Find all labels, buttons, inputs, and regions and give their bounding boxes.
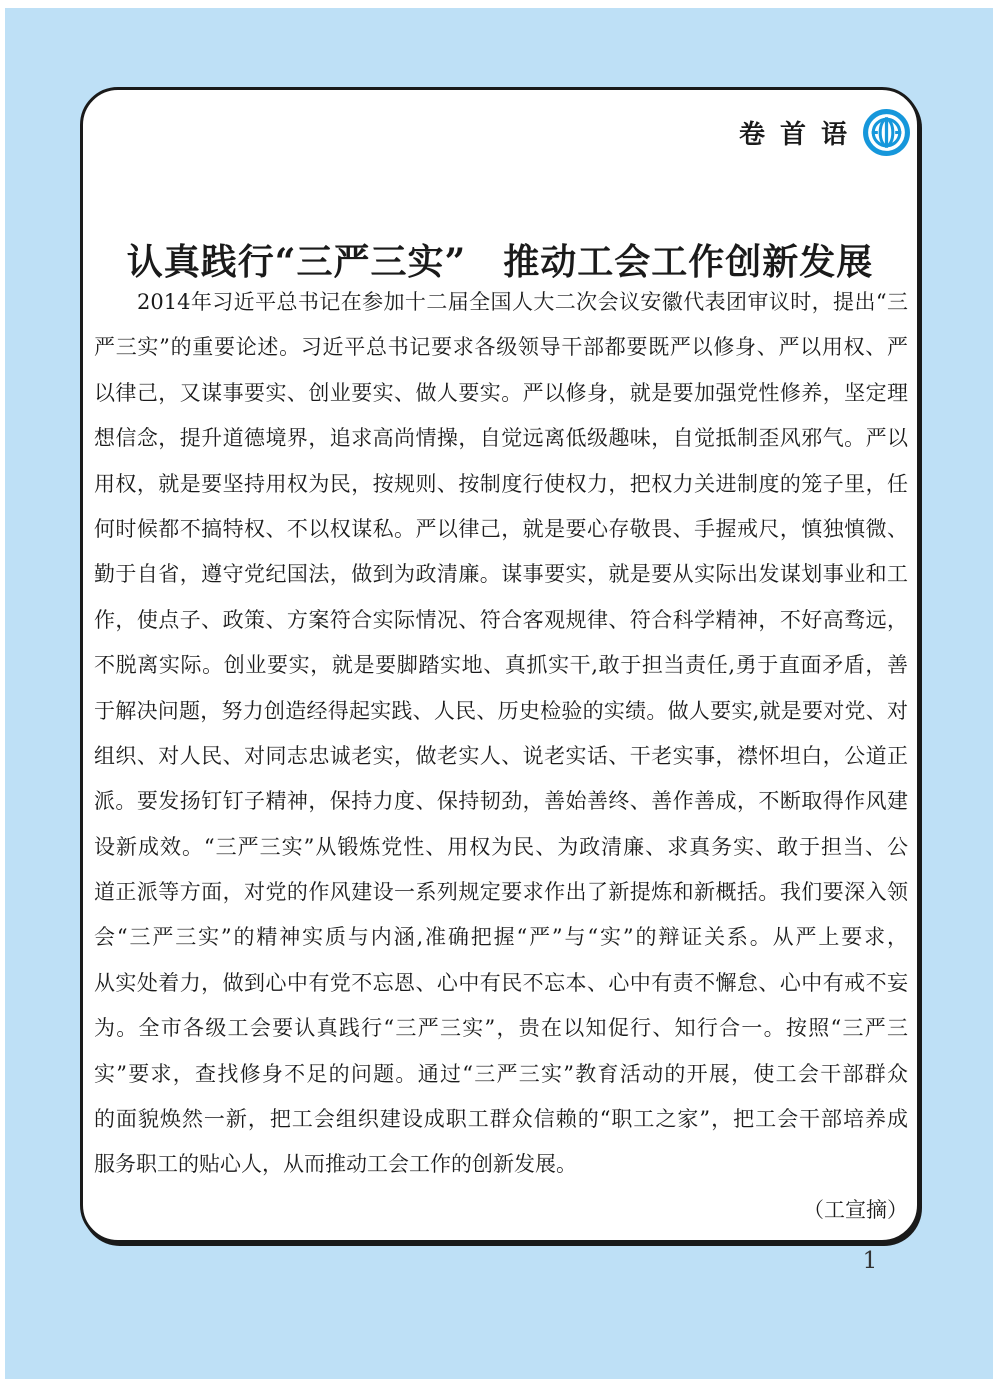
body-text-line: 想信念，提升道德境界，追求高尚情操，自觉远离低级趣味，自觉抵制歪风邪气。严以	[94, 426, 908, 451]
body-text-line: 服务职工的贴心人，从而推动工会工作的创新发展。	[94, 1152, 577, 1177]
body-text-line: 以律己，又谋事要实、创业要实、做人要实。严以修身，就是要加强党性修养，坚定理	[94, 380, 908, 405]
body-text-line: 为。全市各级工会要认真践行“三严三实”，贵在以知促行、知行合一。按照“三严三	[94, 1016, 908, 1041]
body-text-line: 实”要求，查找修身不足的问题。通过“三严三实”教育活动的开展，使工会干部群众	[94, 1061, 908, 1086]
body-text-line: 会“三严三实”的精神实质与内涵,准确把握“严”与“实”的辩证关系。从严上要求，	[94, 925, 908, 950]
body-text-line: 道正派等方面，对党的作风建设一系列规定要求作出了新提炼和新概括。我们要深入领	[94, 880, 908, 905]
body-text-line: 用权，就是要坚持用权为民，按规则、按制度行使权力，把权力关进制度的笼子里，任	[94, 471, 908, 496]
body-text-line: 不脱离实际。创业要实，就是要脚踏实地、真抓实干,敢于担当责任,勇于直面矛盾，善	[94, 653, 908, 678]
body-text-line: 作，使点子、政策、方案符合实际情况、符合客观规律、符合科学精神，不好高骛远，	[94, 607, 908, 632]
article-attribution: （工宣摘）	[803, 1197, 908, 1222]
body-text-line: 2014年习近平总书记在参加十二届全国人大二次会议安徽代表团审议时，提出“三	[137, 290, 908, 314]
article-title: 认真践行“三严三实” 推动工会工作创新发展	[126, 241, 874, 284]
content-card	[80, 87, 920, 1243]
body-text-line: 何时候都不搞特权、不以权谋私。严以律己，就是要心存敬畏、手握戒尺，慎独慎微、	[94, 516, 908, 541]
body-text-line: 勤于自省，遵守党纪国法，做到为政清廉。谋事要实，就是要从实际出发谋划事业和工	[94, 562, 908, 587]
body-text-line: 于解决问题，努力创造经得起实践、人民、历史检验的实绩。做人要实,就是要对党、对	[94, 698, 908, 723]
body-text-line: 派。要发扬钉钉子精神，保持力度、保持韧劲，善始善终、善作善成，不断取得作风建	[94, 789, 908, 814]
body-text-line: 设新成效。“三严三实”从锻炼党性、用权为民、为政清廉、求真务实、敢于担当、公	[94, 834, 908, 859]
page-number: 1	[862, 1248, 878, 1274]
article-body	[94, 280, 908, 1233]
section-label: 卷首语	[738, 120, 862, 150]
trade-union-emblem-icon	[862, 108, 911, 157]
section-header	[739, 108, 911, 157]
body-text-line: 从实处着力，做到心中有党不忘恩、心中有民不忘本、心中有责不懈怠、心中有戒不妄	[94, 970, 908, 995]
body-text-line: 的面貌焕然一新，把工会组织建设成职工群众信赖的“职工之家”，把工会干部培养成	[94, 1107, 908, 1132]
body-text-line: 组织、对人民、对同志忠诚老实，做老实人、说老实话、干老实事，襟怀坦白，公道正	[94, 743, 908, 768]
body-text-line: 严三实”的重要论述。习近平总书记要求各级领导干部都要既严以修身、严以用权、严	[94, 335, 908, 360]
